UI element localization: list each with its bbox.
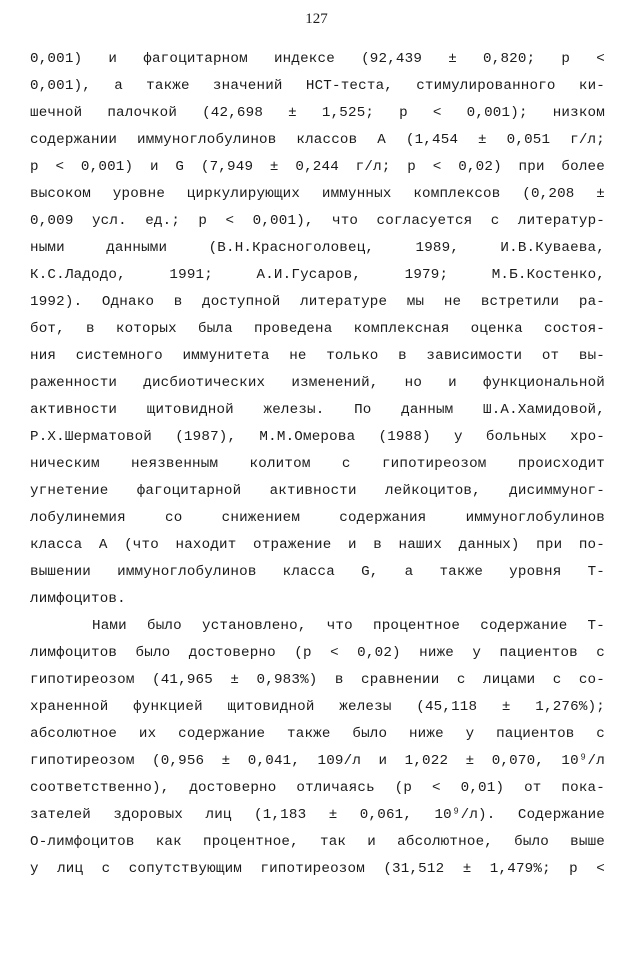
text-line: ния системного иммунитета не только в зависимости от вы- bbox=[30, 348, 605, 364]
text-line: 0,009 усл. ед.; р < 0,001), что согласуется с литератур- bbox=[30, 213, 605, 229]
text-line: гипотиреозом (41,965 ± 0,983%) в сравнении с лицами с со- bbox=[30, 672, 605, 688]
text-line: р < 0,001) и G (7,949 ± 0,244 г/л; р < 0,02) при более bbox=[30, 159, 605, 175]
text-line: 0,001) и фагоцитарном индексе (92,439 ± 0,820; р < bbox=[30, 51, 605, 67]
text-line: шечной палочкой (42,698 ± 1,525; р < 0,001); низком bbox=[30, 105, 605, 121]
text-line: содержании иммуноглобулинов классов А (1,454 ± 0,051 г/л; bbox=[30, 132, 605, 148]
text-line: абсолютное их содержание также было ниже у пациентов с bbox=[30, 726, 605, 742]
text-line: 1992). Однако в доступной литературе мы не встретили ра- bbox=[30, 294, 605, 310]
text-line: Нами было установлено, что процентное содержание Т- bbox=[92, 618, 605, 634]
text-line: высоком уровне циркулирующих иммунных комплексов (0,208 ± bbox=[30, 186, 605, 202]
text-line: 0,001), а также значений НСТ-теста, стимулированного ки- bbox=[30, 78, 605, 94]
text-line: раженности дисбиотических изменений, но и функциональной bbox=[30, 375, 605, 391]
text-line: лимфоцитов. bbox=[30, 591, 126, 607]
paragraph-1 bbox=[30, 46, 605, 613]
text-line: храненной функцией щитовидной железы (45,118 ± 1,276%); bbox=[30, 699, 605, 715]
text-line: лимфоцитов было достоверно (р < 0,02) ниже у пациентов с bbox=[30, 645, 605, 661]
text-line: лобулинемия со снижением содержания иммуноглобулинов bbox=[30, 510, 605, 526]
body-text bbox=[30, 46, 605, 883]
text-line: ными данными (В.Н.Красноголовец, 1989, И.В.Куваева, bbox=[30, 240, 605, 256]
text-line: у лиц с сопутствующим гипотиреозом (31,512 ± 1,479%; р < bbox=[30, 861, 605, 877]
text-line: Р.Х.Шерматовой (1987), М.М.Омерова (1988) у больных хро- bbox=[30, 429, 605, 445]
page-number: 127 bbox=[305, 11, 328, 27]
text-line: угнетение фагоцитарной активности лейкоцитов, дисиммуног- bbox=[30, 483, 605, 499]
text-line: вышении иммуноглобулинов класса G, а также уровня Т- bbox=[30, 564, 605, 580]
text-line: зателей здоровых лиц (1,183 ± 0,061, 10⁹/л). Содержание bbox=[30, 807, 605, 823]
text-line: соответственно), достоверно отличаясь (р < 0,01) от пока- bbox=[30, 780, 605, 796]
text-line: класса А (что находит отражение и в наших данных) при по- bbox=[30, 537, 605, 553]
text-line: ническим неязвенным колитом с гипотиреозом происходит bbox=[30, 456, 605, 472]
text-line: О-лимфоцитов как процентное, так и абсолютное, было выше bbox=[30, 834, 605, 850]
text-line: гипотиреозом (0,956 ± 0,041, 109/л и 1,022 ± 0,070, 10⁹/л bbox=[30, 753, 605, 769]
text-line: активности щитовидной железы. По данным Ш.А.Хамидовой, bbox=[30, 402, 605, 418]
text-line: бот, в которых была проведена комплексная оценка состоя- bbox=[30, 321, 605, 337]
text-line: К.С.Ладодо, 1991; А.И.Гусаров, 1979; М.Б.Костенко, bbox=[30, 267, 605, 283]
paragraph-2 bbox=[30, 613, 605, 883]
